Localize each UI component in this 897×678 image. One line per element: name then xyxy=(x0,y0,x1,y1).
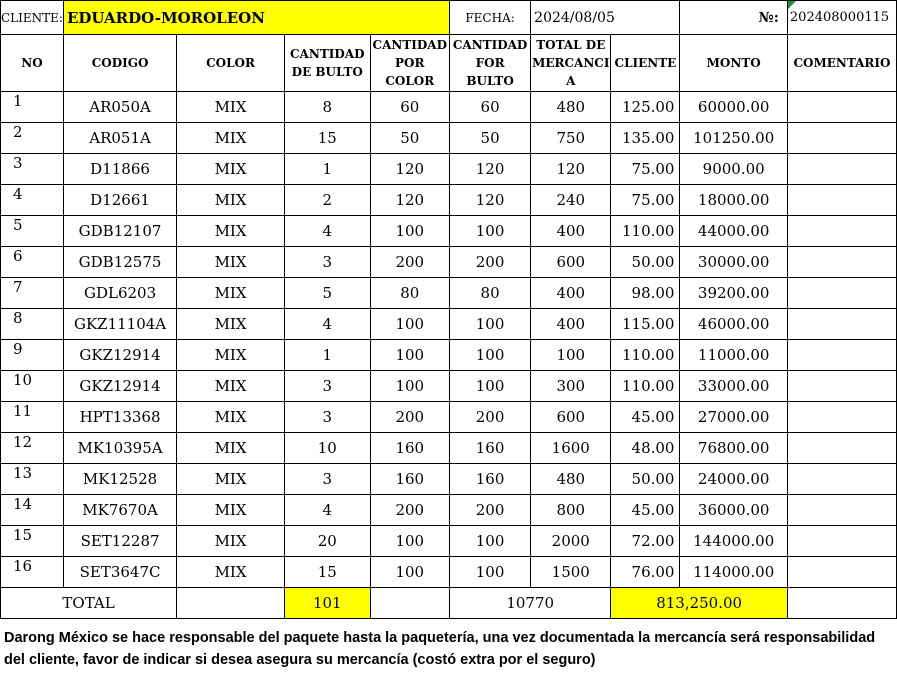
cell-for-bulto[interactable]: 160 xyxy=(449,433,530,464)
cell-no[interactable]: 7 xyxy=(1,278,64,309)
cell-for-bulto[interactable]: 120 xyxy=(449,185,530,216)
cell-color[interactable]: MIX xyxy=(177,216,285,247)
cell-cliente[interactable]: 110.00 xyxy=(611,216,680,247)
cell-comentario[interactable] xyxy=(787,216,896,247)
table-row xyxy=(1,309,897,340)
totals-empty-3[interactable] xyxy=(787,588,896,619)
table-row xyxy=(1,464,897,495)
cell-por-color[interactable]: 60 xyxy=(370,92,449,123)
table-row xyxy=(1,154,897,185)
client-value[interactable]: EDUARDO-MOROLEON xyxy=(63,1,449,35)
cell-comentario[interactable] xyxy=(787,557,896,588)
cell-comentario[interactable] xyxy=(787,309,896,340)
cell-codigo[interactable]: MK10395A xyxy=(63,433,176,464)
cell-color[interactable]: MIX xyxy=(177,123,285,154)
cell-bulto[interactable]: 4 xyxy=(284,216,370,247)
cell-monto[interactable]: 76800.00 xyxy=(680,433,787,464)
cell-comentario[interactable] xyxy=(787,247,896,278)
cell-monto[interactable]: 11000.00 xyxy=(680,340,787,371)
cell-comentario[interactable] xyxy=(787,154,896,185)
cell-comentario[interactable] xyxy=(787,278,896,309)
cell-for-bulto[interactable]: 100 xyxy=(449,340,530,371)
number-value-cell[interactable] xyxy=(787,1,896,35)
cell-monto[interactable]: 60000.00 xyxy=(680,92,787,123)
cell-color[interactable]: MIX xyxy=(177,495,285,526)
cell-por-color[interactable]: 80 xyxy=(370,278,449,309)
cell-no[interactable]: 12 xyxy=(1,433,64,464)
cell-no[interactable]: 13 xyxy=(1,464,64,495)
cell-monto[interactable]: 144000.00 xyxy=(680,526,787,557)
cell-cliente[interactable]: 98.00 xyxy=(611,278,680,309)
totals-monto[interactable]: 813,250.00 xyxy=(611,588,788,619)
cell-for-bulto[interactable]: 80 xyxy=(449,278,530,309)
cell-comentario[interactable] xyxy=(787,526,896,557)
cell-bulto[interactable]: 1 xyxy=(284,154,370,185)
cell-cliente[interactable]: 50.00 xyxy=(611,464,680,495)
cell-monto[interactable]: 39200.00 xyxy=(680,278,787,309)
cell-cliente[interactable]: 50.00 xyxy=(611,247,680,278)
cell-cliente[interactable]: 75.00 xyxy=(611,185,680,216)
cell-no[interactable]: 3 xyxy=(1,154,64,185)
cell-for-bulto[interactable]: 60 xyxy=(449,92,530,123)
cell-bulto[interactable]: 3 xyxy=(284,464,370,495)
cell-comentario[interactable] xyxy=(787,371,896,402)
cell-codigo[interactable]: GDB12575 xyxy=(63,247,176,278)
table-row xyxy=(1,402,897,433)
table-row xyxy=(1,247,897,278)
cell-monto[interactable]: 24000.00 xyxy=(680,464,787,495)
cell-monto[interactable]: 101250.00 xyxy=(680,123,787,154)
cell-no[interactable]: 6 xyxy=(1,247,64,278)
cell-no[interactable]: 5 xyxy=(1,216,64,247)
cell-color[interactable]: MIX xyxy=(177,154,285,185)
cell-por-color[interactable]: 100 xyxy=(370,557,449,588)
cell-bulto[interactable]: 3 xyxy=(284,402,370,433)
cell-no[interactable]: 15 xyxy=(1,526,64,557)
cell-for-bulto[interactable]: 100 xyxy=(449,216,530,247)
cell-color[interactable]: MIX xyxy=(177,433,285,464)
cell-monto[interactable]: 44000.00 xyxy=(680,216,787,247)
cell-color[interactable]: MIX xyxy=(177,309,285,340)
cell-total[interactable]: 480 xyxy=(531,92,611,123)
cell-comentario[interactable] xyxy=(787,464,896,495)
date-value[interactable]: 2024/08/05 xyxy=(531,1,680,35)
cell-no[interactable]: 16 xyxy=(1,557,64,588)
header-row xyxy=(1,1,897,35)
cell-bulto[interactable]: 15 xyxy=(284,557,370,588)
cell-cliente[interactable]: 110.00 xyxy=(611,340,680,371)
cell-color[interactable]: MIX xyxy=(177,340,285,371)
cell-bulto[interactable]: 15 xyxy=(284,123,370,154)
cell-bulto[interactable]: 8 xyxy=(284,92,370,123)
cell-total[interactable]: 800 xyxy=(531,495,611,526)
cell-color[interactable]: MIX xyxy=(177,278,285,309)
cell-total[interactable]: 2000 xyxy=(531,526,611,557)
cell-comentario[interactable] xyxy=(787,340,896,371)
col-color: COLOR xyxy=(177,35,285,92)
cell-comentario[interactable] xyxy=(787,495,896,526)
cell-for-bulto[interactable]: 100 xyxy=(449,526,530,557)
cell-for-bulto[interactable]: 50 xyxy=(449,123,530,154)
cell-total[interactable]: 400 xyxy=(531,309,611,340)
cell-for-bulto[interactable]: 200 xyxy=(449,402,530,433)
totals-label: TOTAL xyxy=(1,588,177,619)
cell-cliente[interactable]: 135.00 xyxy=(611,123,680,154)
cell-cliente[interactable]: 115.00 xyxy=(611,309,680,340)
table-row xyxy=(1,557,897,588)
col-comentario: COMENTARIO xyxy=(787,35,896,92)
cell-codigo[interactable]: MK7670A xyxy=(63,495,176,526)
corner-marker-icon xyxy=(788,1,796,9)
cell-monto[interactable]: 46000.00 xyxy=(680,309,787,340)
cell-for-bulto[interactable]: 100 xyxy=(449,557,530,588)
cell-total[interactable]: 120 xyxy=(531,154,611,185)
cell-comentario[interactable] xyxy=(787,92,896,123)
totals-bultos[interactable]: 101 xyxy=(284,588,370,619)
cell-for-bulto[interactable]: 200 xyxy=(449,247,530,278)
cell-monto[interactable]: 9000.00 xyxy=(680,154,787,185)
cell-codigo[interactable]: SET12287 xyxy=(63,526,176,557)
cell-color[interactable]: MIX xyxy=(177,557,285,588)
cell-codigo[interactable]: GKZ12914 xyxy=(63,371,176,402)
cell-comentario[interactable] xyxy=(787,402,896,433)
cell-bulto[interactable]: 3 xyxy=(284,247,370,278)
cell-cliente[interactable]: 45.00 xyxy=(611,495,680,526)
cell-bulto[interactable]: 5 xyxy=(284,278,370,309)
col-no: NO xyxy=(1,35,64,92)
cell-for-bulto[interactable]: 100 xyxy=(449,309,530,340)
cell-no[interactable]: 2 xyxy=(1,123,64,154)
cell-por-color[interactable]: 200 xyxy=(370,247,449,278)
cell-por-color[interactable]: 100 xyxy=(370,340,449,371)
cell-comentario[interactable] xyxy=(787,433,896,464)
cell-por-color[interactable]: 100 xyxy=(370,309,449,340)
cell-codigo[interactable]: GKZ11104A xyxy=(63,309,176,340)
cell-for-bulto[interactable]: 200 xyxy=(449,495,530,526)
table-row xyxy=(1,340,897,371)
cell-color[interactable]: MIX xyxy=(177,402,285,433)
cell-bulto[interactable]: 4 xyxy=(284,495,370,526)
table-row xyxy=(1,526,897,557)
cell-comentario[interactable] xyxy=(787,185,896,216)
cell-por-color[interactable]: 100 xyxy=(370,371,449,402)
cell-for-bulto[interactable]: 100 xyxy=(449,371,530,402)
cell-total[interactable]: 600 xyxy=(531,247,611,278)
cell-codigo[interactable]: AR050A xyxy=(63,92,176,123)
col-codigo: CODIGO xyxy=(63,35,176,92)
cell-total[interactable]: 400 xyxy=(531,278,611,309)
table-row xyxy=(1,433,897,464)
col-cantidad-color: CANTIDAD POR COLOR xyxy=(370,35,449,92)
totals-row xyxy=(1,588,897,619)
cell-por-color[interactable]: 200 xyxy=(370,402,449,433)
date-label: FECHA: xyxy=(449,1,530,35)
cell-color[interactable]: MIX xyxy=(177,526,285,557)
cell-total[interactable]: 1500 xyxy=(531,557,611,588)
number-value: 202408000115 xyxy=(789,10,890,25)
cell-bulto[interactable]: 10 xyxy=(284,433,370,464)
cell-cliente[interactable]: 75.00 xyxy=(611,154,680,185)
table-row xyxy=(1,123,897,154)
cell-cliente[interactable]: 48.00 xyxy=(611,433,680,464)
cell-codigo[interactable]: GDL6203 xyxy=(63,278,176,309)
cell-no[interactable]: 4 xyxy=(1,185,64,216)
cell-cliente[interactable]: 72.00 xyxy=(611,526,680,557)
cell-total[interactable]: 400 xyxy=(531,216,611,247)
table-body xyxy=(1,92,897,588)
number-label: №: xyxy=(680,1,787,35)
cell-total[interactable]: 600 xyxy=(531,402,611,433)
cell-monto[interactable]: 36000.00 xyxy=(680,495,787,526)
column-header-row xyxy=(1,35,897,92)
cell-total[interactable]: 300 xyxy=(531,371,611,402)
cell-cliente[interactable]: 110.00 xyxy=(611,371,680,402)
table-row xyxy=(1,371,897,402)
cell-no[interactable]: 8 xyxy=(1,309,64,340)
table-row xyxy=(1,278,897,309)
cell-total[interactable]: 1600 xyxy=(531,433,611,464)
col-cantidad-bulto: CANTIDAD DE BULTO xyxy=(284,35,370,92)
cell-cliente[interactable]: 76.00 xyxy=(611,557,680,588)
cell-por-color[interactable]: 160 xyxy=(370,464,449,495)
table-row xyxy=(1,92,897,123)
cell-bulto[interactable]: 20 xyxy=(284,526,370,557)
cell-no[interactable]: 10 xyxy=(1,371,64,402)
cell-por-color[interactable]: 160 xyxy=(370,433,449,464)
cell-color[interactable]: MIX xyxy=(177,371,285,402)
cell-por-color[interactable]: 50 xyxy=(370,123,449,154)
cell-bulto[interactable]: 1 xyxy=(284,340,370,371)
cell-bulto[interactable]: 3 xyxy=(284,371,370,402)
cell-no[interactable]: 1 xyxy=(1,92,64,123)
col-cliente: CLIENTE xyxy=(611,35,680,92)
totals-empty-2[interactable] xyxy=(370,588,449,619)
cell-total[interactable]: 480 xyxy=(531,464,611,495)
cell-codigo[interactable]: D12661 xyxy=(63,185,176,216)
col-total-mercancia: TOTAL DE MERCANCIA xyxy=(531,35,611,92)
cell-codigo[interactable]: HPT13368 xyxy=(63,402,176,433)
col-monto: MONTO xyxy=(680,35,787,92)
cell-codigo[interactable]: D11866 xyxy=(63,154,176,185)
cell-color[interactable]: MIX xyxy=(177,464,285,495)
client-label: CLIENTE: xyxy=(1,1,64,35)
totals-empty-1[interactable] xyxy=(177,588,285,619)
cell-total[interactable]: 100 xyxy=(531,340,611,371)
cell-monto[interactable]: 33000.00 xyxy=(680,371,787,402)
cell-monto[interactable]: 27000.00 xyxy=(680,402,787,433)
cell-por-color[interactable]: 100 xyxy=(370,216,449,247)
table-row xyxy=(1,185,897,216)
footer-note: Darong México se hace responsable del paquete hasta la paquetería, una vez documentada la mercancía será responsabilidad del cliente, favor de indicar si desea asegura su mercancía (costó extra por el seguro) xyxy=(4,630,876,668)
cell-cliente[interactable]: 45.00 xyxy=(611,402,680,433)
cell-monto[interactable]: 18000.00 xyxy=(680,185,787,216)
cell-no[interactable]: 9 xyxy=(1,340,64,371)
totals-mercancia[interactable]: 10770 xyxy=(449,588,610,619)
cell-por-color[interactable]: 100 xyxy=(370,526,449,557)
cell-por-color[interactable]: 120 xyxy=(370,185,449,216)
table-row xyxy=(1,216,897,247)
cell-for-bulto[interactable]: 120 xyxy=(449,154,530,185)
col-cantidad-for-bulto: CANTIDAD FOR BULTO xyxy=(449,35,530,92)
cell-monto[interactable]: 114000.00 xyxy=(680,557,787,588)
cell-color[interactable]: MIX xyxy=(177,92,285,123)
cell-no[interactable]: 11 xyxy=(1,402,64,433)
cell-codigo[interactable]: SET3647C xyxy=(63,557,176,588)
table-row xyxy=(1,495,897,526)
cell-codigo[interactable]: GDB12107 xyxy=(63,216,176,247)
cell-por-color[interactable]: 120 xyxy=(370,154,449,185)
cell-for-bulto[interactable]: 160 xyxy=(449,464,530,495)
cell-por-color[interactable]: 200 xyxy=(370,495,449,526)
cell-codigo[interactable]: AR051A xyxy=(63,123,176,154)
cell-color[interactable]: MIX xyxy=(177,247,285,278)
cell-cliente[interactable]: 125.00 xyxy=(611,92,680,123)
cell-codigo[interactable]: MK12528 xyxy=(63,464,176,495)
cell-codigo[interactable]: GKZ12914 xyxy=(63,340,176,371)
cell-comentario[interactable] xyxy=(787,123,896,154)
cell-color[interactable]: MIX xyxy=(177,185,285,216)
cell-total[interactable]: 240 xyxy=(531,185,611,216)
cell-total[interactable]: 750 xyxy=(531,123,611,154)
cell-bulto[interactable]: 4 xyxy=(284,309,370,340)
cell-monto[interactable]: 30000.00 xyxy=(680,247,787,278)
cell-no[interactable]: 14 xyxy=(1,495,64,526)
cell-bulto[interactable]: 2 xyxy=(284,185,370,216)
